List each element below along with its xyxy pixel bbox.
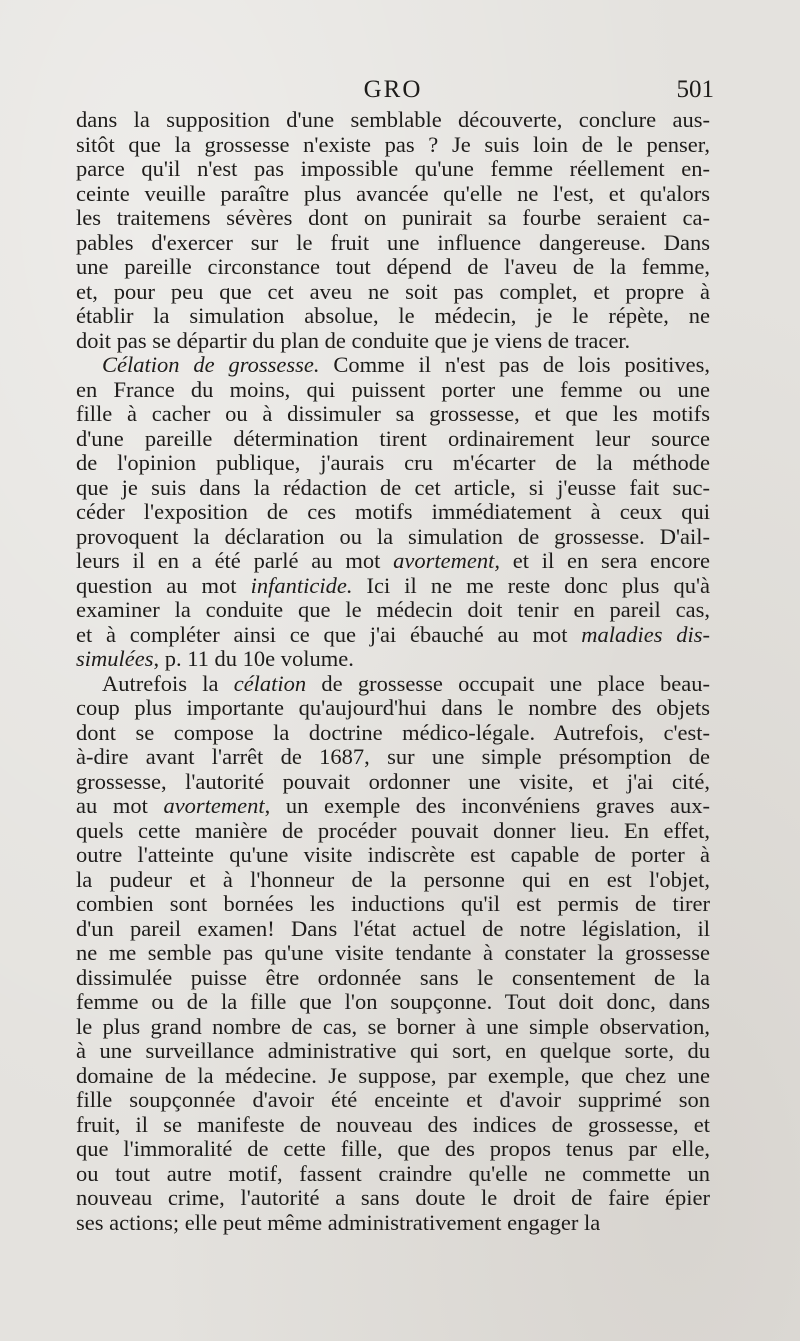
text-run: , un exemple des inconvéniens graves aux-: [264, 794, 710, 818]
text-run: dont se compose la doctrine médico-légale. Autrefois, c'est-: [76, 720, 710, 745]
text-run: et à compléter ainsi ce que j'ai ébauché au mot: [76, 622, 582, 647]
text-run: sitôt que la grossesse n'existe pas ? Je suis loin de le penser,: [76, 132, 710, 157]
text-run: domaine de la médecine. Je suppose, par exemple, que chez une: [76, 1063, 710, 1088]
running-head-title: GRO: [363, 76, 423, 103]
text-run: et, pour peu que cet aveu ne soit pas complet, et propre à: [76, 279, 710, 304]
text-run: les traitemens sévères dont on punirait sa fourbe seraient ca-: [76, 206, 710, 230]
text-run: à-dire avant l'arrêt de 1687, sur une simple présomption de: [76, 745, 710, 769]
text-line: [76, 280, 710, 305]
text-run: pables d'exercer sur le fruit une influence dangereuse. Dans: [76, 230, 710, 255]
text-run: , p. 11 du 10e volume.: [153, 647, 354, 671]
text-line: [76, 304, 710, 329]
text-run: ne me semble pas qu'une visite tendante à constater la grossesse: [76, 941, 710, 965]
text-line: [76, 108, 710, 133]
text-line: [76, 329, 710, 354]
text-run: ou tout autre motif, fassent craindre qu'elle ne commette un: [76, 1161, 710, 1186]
text-line: [76, 892, 710, 917]
text-line: [76, 1015, 710, 1040]
text-run: fille à cacher ou à dissimuler sa grossesse, et que les motifs: [76, 402, 710, 426]
text-run: doit pas se départir du plan de conduite que je viens de tracer.: [76, 328, 631, 353]
italic-term: célation: [233, 671, 307, 696]
text-run: que l'immoralité de cette fille, que des propos tenus par elle,: [76, 1137, 710, 1161]
text-line: [76, 1113, 710, 1138]
text-run: coup plus importante qu'aujourd'hui dans le nombre des objets: [76, 696, 710, 720]
text-line: [76, 182, 710, 207]
page-number: 501: [676, 76, 714, 103]
text-run: examiner la conduite que le médecin doit tenir en pareil cas,: [76, 598, 710, 622]
text-line: [76, 623, 710, 648]
text-run: Ici il ne me reste donc plus qu'à: [352, 573, 710, 598]
text-run: que je suis dans la rédaction de cet article, si j'eusse fait suc-: [76, 475, 710, 500]
text-line: [76, 843, 710, 868]
text-run: d'un pareil examen! Dans l'état actuel de notre législation, il: [76, 916, 710, 941]
text-line: [76, 1088, 710, 1113]
text-run: quels cette manière de procéder pouvait donner lieu. En effet,: [76, 818, 710, 843]
text-run: parce qu'il n'est pas impossible qu'une femme réellement en-: [76, 157, 710, 181]
text-line: [76, 427, 710, 452]
text-run: au mot: [76, 794, 164, 818]
text-line: [76, 868, 710, 893]
text-line: [76, 696, 710, 721]
text-line: [76, 990, 710, 1015]
text-run: ceinte veuille paraître plus avancée qu'elle ne l'est, et qu'alors: [76, 181, 710, 206]
text-line: [76, 819, 710, 844]
text-run: la pudeur et à l'honneur de la personne qui en est l'objet,: [76, 867, 710, 892]
text-run: fruit, il se manifeste de nouveau des indices de grossesse, et: [76, 1112, 710, 1137]
text-line: [76, 672, 710, 697]
text-line: [76, 255, 710, 280]
text-run: dissimulée puisse être ordonnée sans le consentement de la: [76, 965, 710, 990]
text-line: [76, 1039, 710, 1064]
text-line: [76, 917, 710, 942]
body-text: [76, 108, 710, 1235]
text-line: [76, 157, 710, 182]
text-run: et il en sera encore: [499, 549, 710, 573]
text-line: [76, 647, 710, 672]
text-run: en France du moins, qui puissent porter une femme ou une: [76, 377, 710, 402]
text-run: ses actions; elle peut même administrativement engager la: [76, 1210, 601, 1235]
text-line: [76, 378, 710, 403]
text-run: une pareille circonstance tout dépend de l'aveu de la femme,: [76, 255, 710, 279]
text-run: Comme il n'est pas de lois positives,: [319, 353, 710, 377]
text-line: [76, 133, 710, 158]
italic-term: avortement,: [393, 549, 500, 573]
text-run: grossesse, l'autorité pouvait ordonner une visite, et j'ai cité,: [76, 769, 710, 794]
text-run: dans la supposition d'une semblable découverte, conclure aus-: [76, 108, 710, 132]
text-line: [76, 1186, 710, 1211]
text-line: [76, 1137, 710, 1162]
text-line: [76, 598, 710, 623]
text-run: Autrefois la: [102, 671, 234, 696]
text-run: question au mot: [76, 573, 251, 598]
text-run: fille soupçonnée d'avoir été enceinte et d'avoir supprimé son: [76, 1088, 710, 1112]
text-line: [76, 500, 710, 525]
text-line: [76, 966, 710, 991]
text-line: [76, 402, 710, 427]
text-line: [76, 451, 710, 476]
text-run: outre l'atteinte qu'une visite indiscrète est capable de porter à: [76, 843, 710, 867]
text-line: [76, 353, 710, 378]
text-run: femme ou de la fille que l'on soupçonne. Tout doit donc, dans: [76, 990, 710, 1014]
text-line: [76, 745, 710, 770]
italic-term: maladies dis-: [581, 622, 710, 647]
text-line: [76, 794, 710, 819]
text-line: [76, 721, 710, 746]
running-head: [76, 76, 714, 110]
text-line: [76, 206, 710, 231]
text-line: [76, 1162, 710, 1187]
text-line: [76, 231, 710, 256]
text-run: céder l'exposition de ces motifs immédiatement à ceux qui: [76, 500, 710, 524]
text-run: de l'opinion publique, j'aurais cru m'écarter de la méthode: [76, 451, 710, 475]
text-line: [76, 476, 710, 501]
italic-term: Célation de grossesse.: [102, 353, 320, 377]
italic-term: simulées: [76, 647, 154, 671]
text-line: [76, 941, 710, 966]
text-line: [76, 549, 710, 574]
text-line: [76, 525, 710, 550]
text-run: le plus grand nombre de cas, se borner à une simple observation,: [76, 1014, 710, 1039]
italic-term: infanticide.: [250, 573, 353, 598]
text-run: combien sont bornées les inductions qu'il est permis de tirer: [76, 892, 710, 916]
text-run: nouveau crime, l'autorité a sans doute le droit de faire épier: [76, 1186, 710, 1210]
text-run: de grossesse occupait une place beau-: [306, 671, 710, 696]
text-line: [76, 1211, 710, 1236]
text-line: [76, 574, 710, 599]
text-line: [76, 1064, 710, 1089]
italic-term: avortement: [163, 794, 265, 818]
text-run: à une surveillance administrative qui sort, en quelque sorte, du: [76, 1039, 710, 1063]
text-run: provoquent la déclaration ou la simulation de grossesse. D'ail-: [76, 524, 710, 549]
text-run: leurs il en a été parlé au mot: [76, 549, 394, 573]
text-line: [76, 770, 710, 795]
text-run: établir la simulation absolue, le médecin, je le répète, ne: [76, 304, 710, 328]
text-run: d'une pareille détermination tirent ordinairement leur source: [76, 426, 710, 451]
